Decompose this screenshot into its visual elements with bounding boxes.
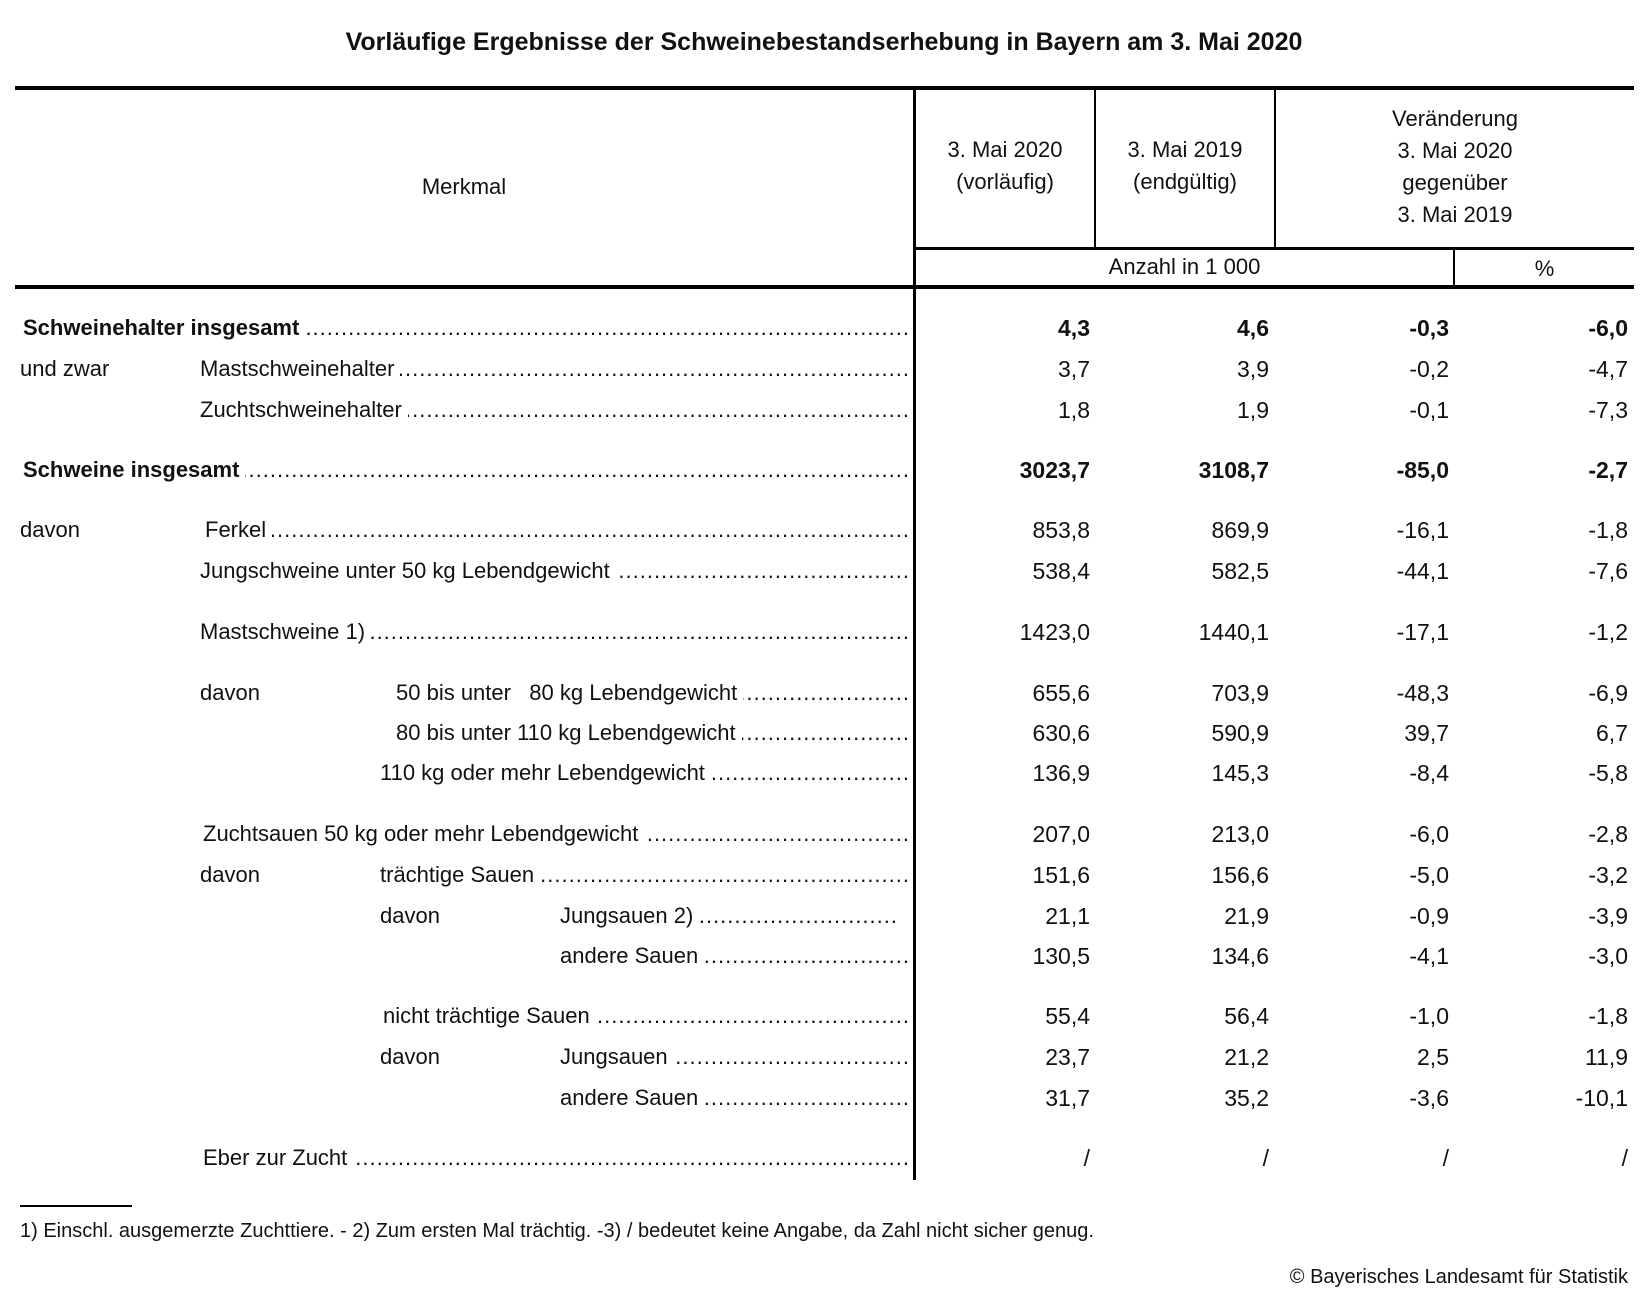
header-col-2019-line1: 3. Mai 2019	[1127, 137, 1243, 162]
cell-v2019: 56,4	[1224, 1003, 1269, 1029]
cell-diff: -48,3	[1396, 680, 1449, 706]
cell-v2020: 55,4	[1045, 1003, 1090, 1029]
cell-pct: -4,7	[1588, 356, 1628, 382]
row-label: Ferkel	[205, 517, 272, 543]
cell-pct: -10,1	[1575, 1085, 1628, 1111]
row-label: 50 bis unter 80 kg Lebendgewicht	[396, 680, 743, 706]
row-label: Mastschweinehalter	[200, 356, 400, 382]
cell-pct: -3,9	[1588, 903, 1628, 929]
cell-v2020: 853,8	[1032, 517, 1090, 543]
cell-diff: -3,6	[1409, 1085, 1449, 1111]
cell-v2019: 1440,1	[1198, 619, 1269, 645]
cell-diff: -0,3	[1409, 315, 1449, 341]
cell-v2020: 1423,0	[1019, 619, 1090, 645]
cell-v2020: 136,9	[1032, 760, 1090, 786]
cell-diff: /	[1442, 1145, 1449, 1171]
row-prefix: davon	[200, 862, 260, 887]
cell-diff: -4,1	[1409, 943, 1449, 969]
row-prefix: davon	[20, 517, 80, 542]
cell-diff: -0,9	[1409, 903, 1449, 929]
cell-v2020: 207,0	[1032, 821, 1090, 847]
row-label: Zuchtschweinehalter	[200, 397, 408, 423]
cell-v2020: 655,6	[1032, 680, 1090, 706]
cell-v2020: 21,1	[1045, 903, 1090, 929]
header-col-2020-line1: 3. Mai 2020	[947, 137, 1063, 162]
unit-divider-line	[913, 247, 1634, 250]
cell-diff: -8,4	[1409, 760, 1449, 786]
cell-diff: -1,0	[1409, 1003, 1449, 1029]
cell-pct: -1,8	[1588, 517, 1628, 543]
header-merkmal: Merkmal	[421, 174, 507, 199]
row-label: Schweine insgesamt	[23, 457, 245, 483]
cell-v2020: 3023,7	[1019, 457, 1090, 483]
header-bottom-rule	[15, 285, 1634, 289]
cell-v2019: 21,2	[1224, 1044, 1269, 1070]
cell-v2020: 538,4	[1032, 558, 1090, 584]
cell-v2020: 31,7	[1045, 1085, 1090, 1111]
header-col-2019	[1096, 134, 1274, 198]
header-col-2019-line2: (endgültig)	[1133, 169, 1237, 194]
row-label: trächtige Sauen	[380, 862, 540, 888]
cell-pct: -6,9	[1588, 680, 1628, 706]
top-rule	[15, 86, 1634, 90]
copyright: © Bayerisches Landesamt für Statistik	[1289, 1266, 1628, 1288]
cell-v2019: 145,3	[1211, 760, 1269, 786]
cell-v2019: 4,6	[1237, 315, 1269, 341]
footnote: 1) Einschl. ausgemerzte Zuchttiere. - 2) Zum ersten Mal trächtig. -3) / bedeutet keine Angabe, da Zahl nicht sicher genug.	[20, 1220, 1094, 1242]
cell-diff: -85,0	[1396, 457, 1449, 483]
header-unit-count: Anzahl in 1 000	[1108, 254, 1261, 279]
row-label: 110 kg oder mehr Lebendgewicht	[380, 760, 711, 786]
cell-v2019: 869,9	[1211, 517, 1269, 543]
row-prefix: davon	[200, 680, 260, 705]
dot-leader	[205, 517, 910, 543]
cell-v2020: 130,5	[1032, 943, 1090, 969]
footnote-separator	[20, 1205, 132, 1207]
cell-diff: -0,2	[1409, 356, 1449, 382]
cell-diff: -17,1	[1396, 619, 1449, 645]
cell-v2019: 213,0	[1211, 821, 1269, 847]
row-label: 80 bis unter 110 kg Lebendgewicht	[396, 720, 742, 746]
header-col-2020-line2: (vorläufig)	[956, 169, 1054, 194]
cell-v2019: 134,6	[1211, 943, 1269, 969]
cell-diff: -44,1	[1396, 558, 1449, 584]
header-col-change	[1276, 103, 1634, 231]
cell-diff: -0,1	[1409, 397, 1449, 423]
row-label: andere Sauen	[560, 943, 704, 969]
header-unit-pct: %	[1534, 256, 1555, 281]
cell-v2019: 590,9	[1211, 720, 1269, 746]
row-label: Jungschweine unter 50 kg Lebendgewicht	[200, 558, 616, 584]
cell-v2019: 3,9	[1237, 356, 1269, 382]
row-label: Jungsauen 2)	[560, 903, 699, 929]
cell-pct: -2,7	[1588, 457, 1628, 483]
header-col-2020	[916, 134, 1094, 198]
cell-v2020: 23,7	[1045, 1044, 1090, 1070]
cell-pct: -1,8	[1588, 1003, 1628, 1029]
row-label: Zuchtsauen 50 kg oder mehr Lebendgewicht	[203, 821, 644, 847]
header-change-line4: 3. Mai 2019	[1397, 202, 1513, 227]
cell-pct: -1,2	[1588, 619, 1628, 645]
row-prefix: und zwar	[20, 356, 110, 381]
row-label: andere Sauen	[560, 1085, 704, 1111]
cell-v2019: /	[1262, 1145, 1269, 1171]
cell-v2019: 3108,7	[1198, 457, 1269, 483]
cell-pct: 11,9	[1584, 1044, 1628, 1070]
cell-pct: -3,0	[1588, 943, 1628, 969]
cell-pct: -7,3	[1588, 397, 1628, 423]
header-change-line1: Veränderung	[1392, 106, 1518, 131]
row-label: nicht trächtige Sauen	[383, 1003, 596, 1029]
row-prefix: davon	[380, 903, 440, 928]
cell-pct: -3,2	[1588, 862, 1628, 888]
cell-v2019: 156,6	[1211, 862, 1269, 888]
cell-diff: -16,1	[1396, 517, 1449, 543]
cell-pct: -7,6	[1588, 558, 1628, 584]
cell-v2019: 1,9	[1237, 397, 1269, 423]
cell-v2020: 630,6	[1032, 720, 1090, 746]
cell-diff: 39,7	[1404, 720, 1449, 746]
header-change-line2: 3. Mai 2020	[1397, 138, 1513, 163]
table-title: Vorläufige Ergebnisse der Schweinebestandserhebung in Bayern am 3. Mai 2020	[345, 28, 1303, 56]
cell-pct: -5,8	[1588, 760, 1628, 786]
row-label: Schweinehalter insgesamt	[23, 315, 305, 341]
cell-v2020: 151,6	[1032, 862, 1090, 888]
cell-diff: -6,0	[1409, 821, 1449, 847]
cell-v2020: 3,7	[1058, 356, 1090, 382]
row-label: Mastschweine 1)	[200, 619, 371, 645]
cell-v2020: 1,8	[1058, 397, 1090, 423]
cell-diff: 2,5	[1417, 1044, 1449, 1070]
cell-pct: 6,7	[1596, 720, 1628, 746]
cell-diff: -5,0	[1409, 862, 1449, 888]
cell-pct: -2,8	[1588, 821, 1628, 847]
row-label: Eber zur Zucht	[203, 1145, 353, 1171]
cell-pct: /	[1621, 1145, 1628, 1171]
cell-v2019: 582,5	[1211, 558, 1269, 584]
header-change-line3: gegenüber	[1402, 170, 1508, 195]
cell-pct: -6,0	[1588, 315, 1628, 341]
cell-v2020: 4,3	[1058, 315, 1090, 341]
row-label: Jungsauen	[560, 1044, 674, 1070]
cell-v2019: 21,9	[1224, 903, 1269, 929]
row-prefix: davon	[380, 1044, 440, 1069]
cell-v2020: /	[1083, 1145, 1090, 1171]
cell-v2019: 703,9	[1211, 680, 1269, 706]
cell-v2019: 35,2	[1224, 1085, 1269, 1111]
